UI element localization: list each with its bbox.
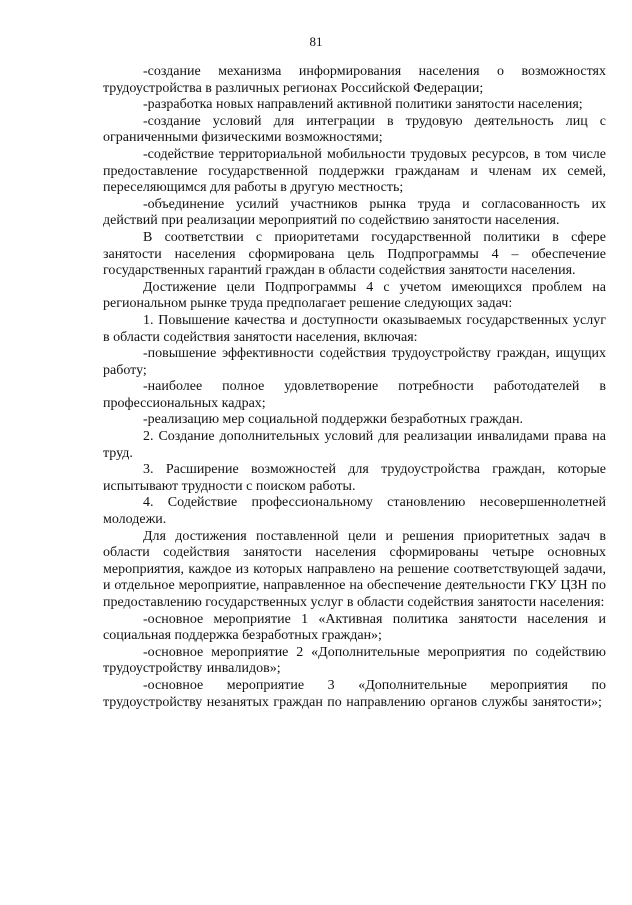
paragraph: -создание механизма информирования населения о возможностях трудоустройства в различных регионах Российской Федерации; (103, 64, 606, 96)
paragraph: 3. Расширение возможностей для трудоустройства граждан, которые испытывают трудности с поиском работы. (103, 462, 606, 494)
document-body (103, 64, 606, 711)
paragraph: Достижение цели Подпрограммы 4 с учетом имеющихся проблем на региональном рынке труда предполагает решение следующих задач: (103, 279, 606, 312)
paragraph: -объединение усилий участников рынка труда и согласованность их действий при реализации мероприятий по содействию занятости населения. (103, 196, 606, 229)
paragraph: -разработка новых направлений активной политики занятости населения; (143, 97, 583, 113)
paragraph: 4. Содействие профессиональному становлению несовершеннолетней молодежи. (103, 495, 606, 528)
page-number: 81 (309, 34, 323, 49)
paragraph: -основное мероприятие 3 «Дополнительные мероприятия по трудоустройству незанятых граждан по направлению органов службы занятости»; (103, 677, 606, 710)
paragraph: -основное мероприятие 1 «Активная политика занятости населения и социальная поддержка безработных граждан»; (103, 611, 606, 644)
paragraph: В соответствии с приоритетами государственной политики в сфере занятости населения сформирована цель Подпрограммы 4 – обеспечение государственных гарантий граждан в области содействия занятости населения. (103, 229, 606, 279)
paragraph: -наиболее полное удовлетворение потребности работодателей в профессиональных кадрах; (103, 379, 606, 411)
paragraph: 1. Повышение качества и доступности оказываемых государственных услуг в области содействия занятости населения, включая: (103, 312, 606, 345)
paragraph: -основное мероприятие 2 «Дополнительные мероприятия по содействию трудоустройству инвалидов»; (103, 644, 606, 677)
paragraph: -повышение эффективности содействия трудоустройству граждан, ищущих работу; (103, 346, 606, 378)
paragraph: -содействие территориальной мобильности трудовых ресурсов, в том числе предоставление государственной поддержки гражданам и членам их семей, переселяющимся для работы в другую местность; (103, 146, 606, 196)
paragraph: -реализацию мер социальной поддержки безработных граждан. (143, 412, 524, 428)
paragraph: -создание условий для интеграции в трудовую деятельность лиц с ограниченными физическими возможностями; (103, 113, 606, 146)
paragraph: 2. Создание дополнительных условий для реализации инвалидами права на труд. (103, 429, 606, 461)
paragraph: Для достижения поставленной цели и решения приоритетных задач в области содействия занятости населения сформированы четыре основных мероприятия, каждое из которых направлено на решение соответствующей задачи, и отдельное мероприятие, направленное на обеспечение деятельности ГКУ ЦЗН по предоставлению государственных услуг в области содействия занятости населения: (103, 528, 606, 610)
